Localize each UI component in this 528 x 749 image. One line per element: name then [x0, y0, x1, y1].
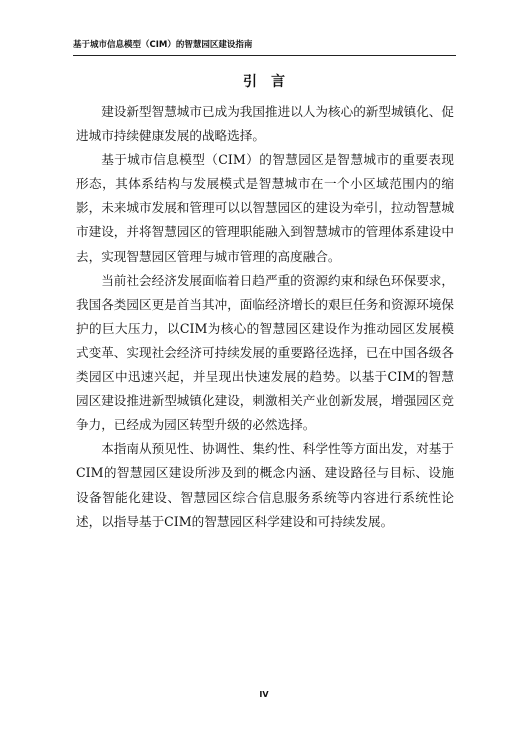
paragraph: 建设新型智慧城市已成为我国推进以人为核心的新型城镇化、促进城市持续健康发展的战略选择。	[76, 104, 454, 144]
section-title: 引言	[243, 74, 299, 90]
paragraph: 当前社会经济发展面临着日趋严重的资源约束和绿色环保要求，我国各类园区更是首当其冲，面临经济增长的艰巨任务和资源环境保护的巨大压力，以CIM为核心的智慧园区建设作为推动园区发展模式变革、实现社会经济可持续发展的重要路径选择，已在中国各级各类园区中迅速兴起，并呈现出快速发展的趋势。以基于CIM的智慧园区建设推进新型城镇化建设，刺激相关产业创新发展，增强园区竞争力，已经成为园区转型升级的必然选择。	[76, 272, 454, 433]
paragraph: 本指南从预见性、协调性、集约性、科学性等方面出发，对基于CIM的智慧园区建设所涉及到的概念内涵、建设路径与目标、设施设备智能化建设、智慧园区综合信息服务系统等内容进行系统性论述，以指导基于CIM的智慧园区科学建设和可持续发展。	[76, 441, 454, 529]
paragraph: 基于城市信息模型（CIM）的智慧园区是智慧城市的重要表现形态，其体系结构与发展模式是智慧城市在一个小区域范围内的缩影，未来城市发展和管理可以以智慧园区的建设为牵引，拉动智慧城市建设，并将智慧园区的管理职能融入到智慧城市的管理体系建设中去，实现智慧园区管理与城市管理的高度融合。	[76, 152, 454, 264]
body-text	[76, 100, 454, 534]
header-rule	[73, 55, 456, 56]
page-number: IV	[259, 690, 269, 699]
running-header: 基于城市信息模型（CIM）的智慧园区建设指南	[73, 40, 253, 50]
